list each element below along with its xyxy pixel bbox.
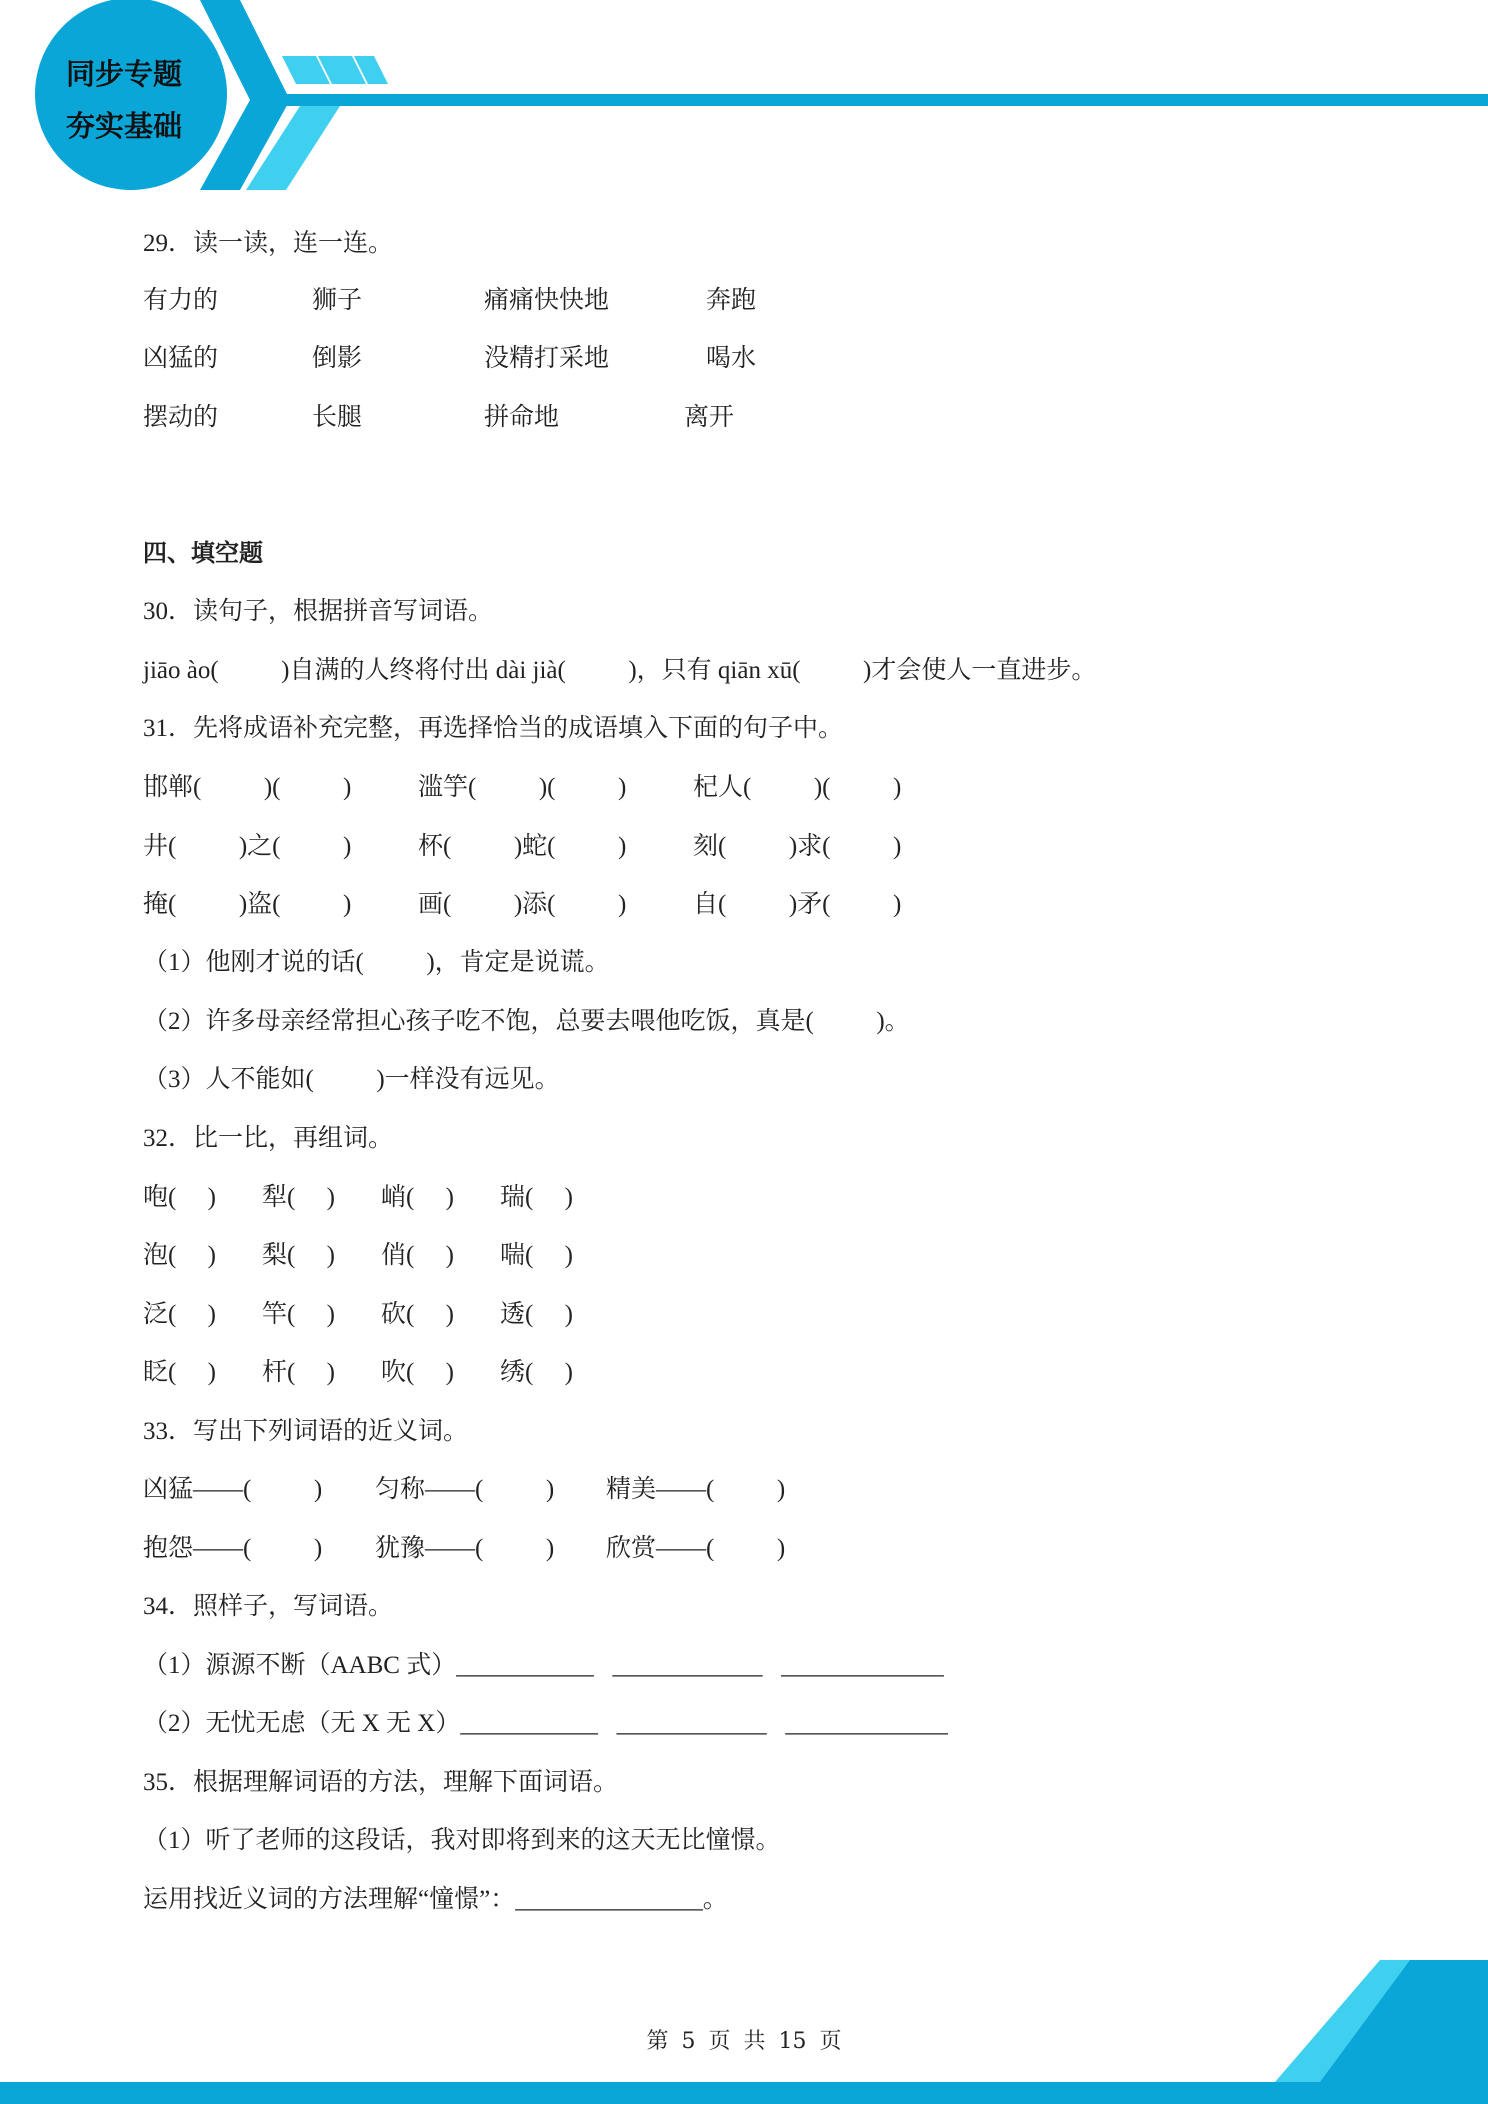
char-blank: 砍( ) <box>381 1301 454 1328</box>
q32-row <box>143 1182 1393 1214</box>
char-blank: 峭( ) <box>381 1184 454 1211</box>
q29-word: 没精打采地 <box>484 345 610 372</box>
q31-title: 31．先将成语补充完整，再选择恰当的成语填入下面的句子中。 <box>143 715 844 742</box>
char-blank: 喘( ) <box>500 1242 573 1269</box>
char-blank: 吹( ) <box>381 1359 454 1386</box>
q29-word: 凶猛的 <box>143 345 219 372</box>
q33-title: 33．写出下列词语的近义词。 <box>143 1418 469 1445</box>
synonym-blank: 犹豫——( ) <box>375 1535 555 1562</box>
char-blank: 犁( ) <box>262 1184 335 1211</box>
idiom-blank: 掩( )盗( ) <box>143 891 352 918</box>
page-number: 第 5 页 共 15 页 <box>646 2029 842 2054</box>
char-blank: 泛( ) <box>143 1301 216 1328</box>
q31-idiom-row <box>143 889 1393 921</box>
char-blank: 咆( ) <box>143 1184 216 1211</box>
q31-sentence: （3）人不能如( )一样没有远见。 <box>143 1066 560 1093</box>
q30-title: 30．读句子，根据拼音写词语。 <box>143 598 494 625</box>
q32-row <box>143 1240 1393 1272</box>
q29-word: 离开 <box>684 404 735 431</box>
idiom-blank: 刻( )求( ) <box>693 833 902 860</box>
q31-sentence: （2）许多母亲经常担心孩子吃不饱，总要去喂他吃饭，真是( )。 <box>143 1008 910 1035</box>
idiom-blank: 杯( )蛇( ) <box>418 833 627 860</box>
q29-word: 狮子 <box>312 287 363 314</box>
char-blank: 泡( ) <box>143 1242 216 1269</box>
synonym-blank: 欣赏——( ) <box>606 1535 786 1562</box>
idiom-blank: 邯郸( )( ) <box>143 774 352 801</box>
q29-row <box>143 285 1393 317</box>
q29-word: 长腿 <box>312 404 363 431</box>
char-blank: 竿( ) <box>262 1301 335 1328</box>
q32-row <box>143 1299 1393 1331</box>
char-blank: 梨( ) <box>262 1242 335 1269</box>
char-blank: 俏( ) <box>381 1242 454 1269</box>
q32-row <box>143 1357 1393 1389</box>
q33-row <box>143 1533 1393 1565</box>
q31-idiom-row <box>143 772 1393 804</box>
header-badge <box>36 48 212 152</box>
badge-line-2: 夯实基础 <box>65 109 182 143</box>
q29-word: 倒影 <box>312 345 363 372</box>
char-blank: 瑞( ) <box>500 1184 573 1211</box>
q35-line: （1）听了老师的这段话，我对即将到来的这天无比憧憬。 <box>143 1827 781 1854</box>
q29-row <box>143 402 1393 434</box>
q33-row <box>143 1474 1393 1506</box>
q32-title: 32．比一比，再组词。 <box>143 1125 394 1152</box>
q29-row <box>143 343 1393 375</box>
q34-title: 34．照样子，写词语。 <box>143 1593 394 1620</box>
char-blank: 眨( ) <box>143 1359 216 1386</box>
char-blank: 杆( ) <box>262 1359 335 1386</box>
synonym-blank: 凶猛——( ) <box>143 1476 323 1503</box>
char-blank: 透( ) <box>500 1301 573 1328</box>
q29-word: 喝水 <box>706 345 757 372</box>
q35-line: 运用找近义词的方法理解“憧憬”：_______________。 <box>143 1886 728 1913</box>
q29-word: 有力的 <box>143 287 219 314</box>
badge-line-1: 同步专题 <box>65 57 182 91</box>
idiom-blank: 滥竽( )( ) <box>418 774 627 801</box>
idiom-blank: 井( )之( ) <box>143 833 352 860</box>
section-title: 四、填空题 <box>143 539 263 567</box>
q29-word: 摆动的 <box>143 404 219 431</box>
synonym-blank: 匀称——( ) <box>375 1476 555 1503</box>
q31-idiom-row <box>143 831 1393 863</box>
idiom-blank: 杞人( )( ) <box>693 774 902 801</box>
q30-sentence: jiāo ào( )自满的人终将付出 dài jià( )，只有 qiān xū( )才会使人一直进步。 <box>143 657 1097 684</box>
idiom-blank: 画( )添( ) <box>418 891 627 918</box>
char-blank: 绣( ) <box>500 1359 573 1386</box>
synonym-blank: 精美——( ) <box>606 1476 786 1503</box>
header-decoration <box>0 0 1488 200</box>
q35-title: 35．根据理解词语的方法，理解下面词语。 <box>143 1769 619 1796</box>
q29-word: 拼命地 <box>484 404 560 431</box>
q34-line: （2）无忧无虑（无 X 无 X）___________ ____________ _____________ <box>143 1710 948 1737</box>
q29-word: 奔跑 <box>706 287 757 314</box>
idiom-blank: 自( )矛( ) <box>693 891 902 918</box>
q31-sentence: （1）他刚才说的话( )，肯定是说谎。 <box>143 949 610 976</box>
q29-word: 痛痛快快地 <box>484 287 610 314</box>
q34-line: （1）源源不断（AABC 式）___________ ____________ _____________ <box>143 1652 944 1679</box>
q29-title: 29．读一读，连一连。 <box>143 230 394 257</box>
synonym-blank: 抱怨——( ) <box>143 1535 323 1562</box>
